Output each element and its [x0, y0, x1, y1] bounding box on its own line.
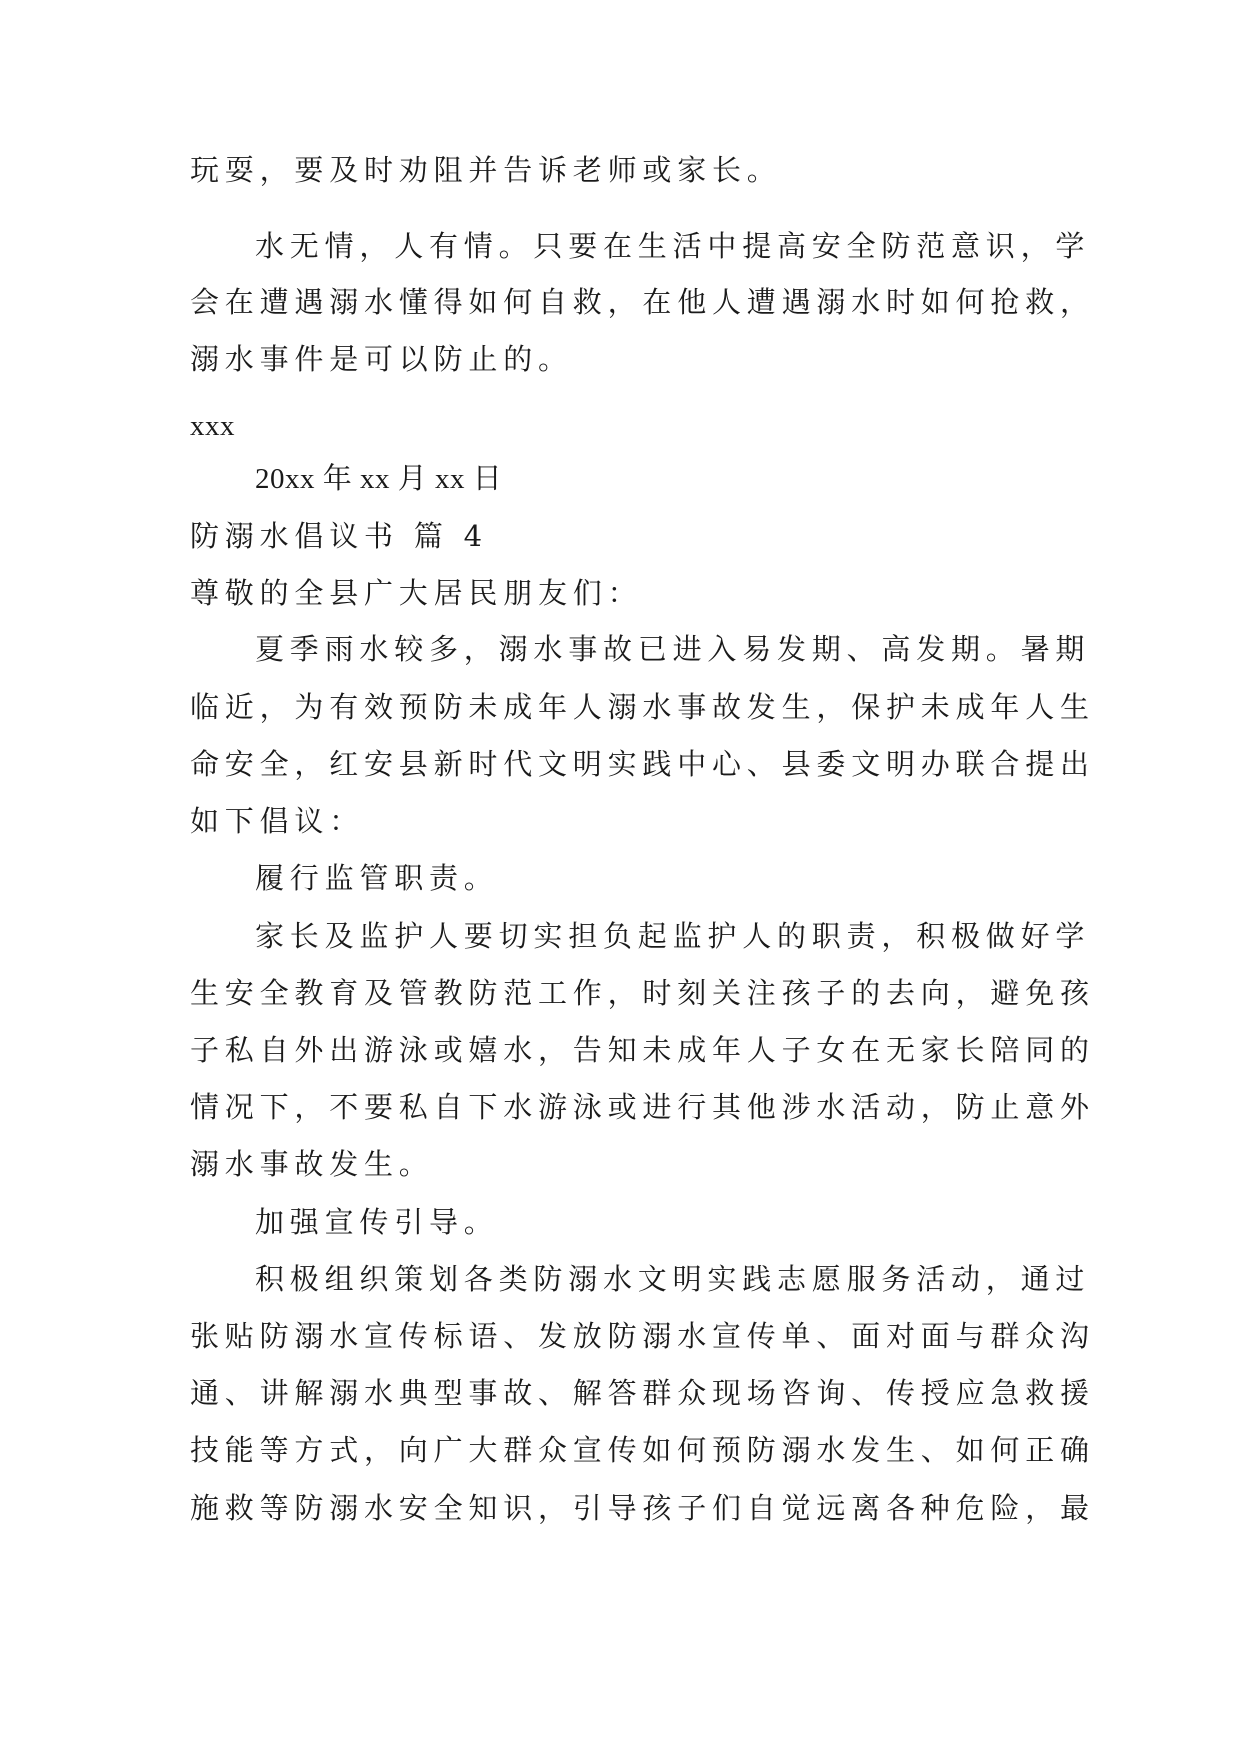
- text-line: 情况下，不要私自下水游泳或进行其他涉水活动，防止意外: [190, 1090, 1095, 1124]
- text-line: 临近，为有效预防未成年人溺水事故发生，保护未成年人生: [190, 690, 1095, 724]
- text-line: 施救等防溺水安全知识，引导孩子们自觉远离各种危险，最: [190, 1491, 1095, 1525]
- paragraph-line: 积极组织策划各类防溺水文明实践志愿服务活动，通过: [255, 1262, 1091, 1296]
- text-line: 溺水事件是可以防止的。: [190, 342, 573, 376]
- text-line: 技能等方式，向广大群众宣传如何预防溺水发生、如何正确: [190, 1433, 1095, 1467]
- section-title: 防溺水倡议书 篇 4: [190, 519, 488, 553]
- text-line: 命安全，红安县新时代文明实践中心、县委文明办联合提出: [190, 747, 1095, 781]
- subheading: 加强宣传引导。: [255, 1205, 499, 1239]
- text-line: 如下倡议：: [190, 804, 365, 838]
- salutation: 尊敬的全县广大居民朋友们：: [190, 576, 643, 610]
- paragraph-line: 夏季雨水较多，溺水事故已进入易发期、高发期。暑期: [255, 632, 1091, 666]
- subheading: 履行监管职责。: [255, 861, 499, 895]
- text-line: 通、讲解溺水典型事故、解答群众现场咨询、传授应急救援: [190, 1376, 1095, 1410]
- text-line: 溺水事故发生。: [190, 1147, 434, 1181]
- paragraph-line: 家长及监护人要切实担负起监护人的职责，积极做好学: [255, 919, 1091, 953]
- paragraph-line: 水无情，人有情。只要在生活中提高安全防范意识，学: [255, 229, 1091, 263]
- text-line: 张贴防溺水宣传标语、发放防溺水宣传单、面对面与群众沟: [190, 1319, 1095, 1353]
- signature-name: xxx: [190, 410, 235, 442]
- text-line: 玩耍，要及时劝阻并告诉老师或家长。: [190, 153, 782, 187]
- signature-date: 20xx 年 xx 月 xx 日: [255, 463, 503, 495]
- text-line: 会在遭遇溺水懂得如何自救，在他人遭遇溺水时如何抢救，: [190, 285, 1095, 319]
- text-line: 生安全教育及管教防范工作，时刻关注孩子的去向，避免孩: [190, 976, 1095, 1010]
- text-line: 子私自外出游泳或嬉水，告知未成年人子女在无家长陪同的: [190, 1033, 1095, 1067]
